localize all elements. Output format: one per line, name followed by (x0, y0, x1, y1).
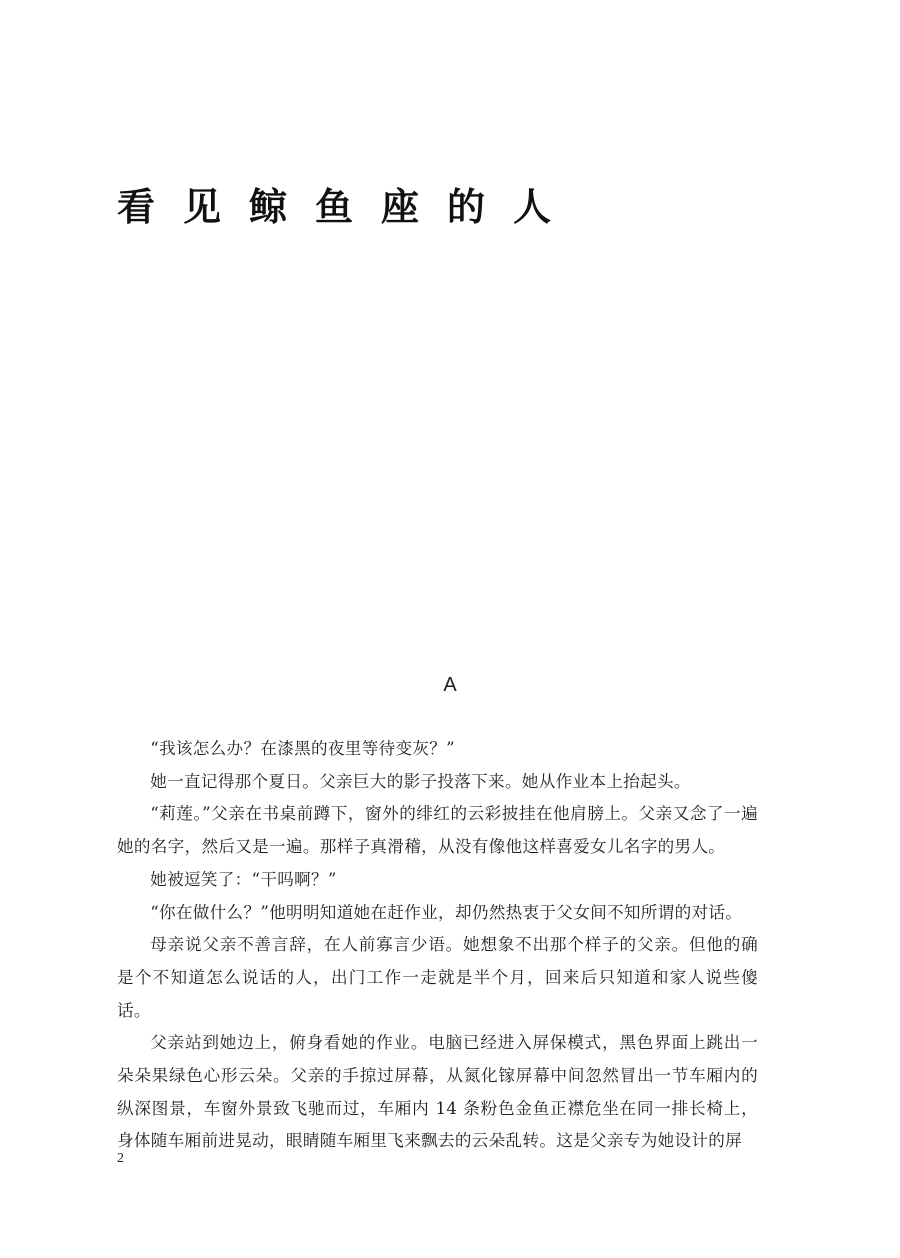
chapter-title: 看见鲸鱼座的人 (117, 185, 580, 229)
page-number: 2 (117, 1151, 124, 1166)
section-heading: A (443, 674, 457, 696)
paragraph: 她被逗笑了：“干吗啊？” (150, 869, 337, 889)
paragraph: “我该怎么办？在漆黑的夜里等待变灰？” (150, 739, 455, 758)
paragraph: 她一直记得那个夏日。父亲巨大的影子投落下来。她从作业本上抬起头。 (150, 771, 691, 791)
paragraph: “莉莲。”父亲在书桌前蹲下，窗外的绯红的云彩披挂在他肩膀上。父亲又念了一遍她的名字，然后又是一遍。那样子真滑稽，从没有像他这样喜爱女儿名字的男人。 (117, 804, 758, 857)
paragraph: 母亲说父亲不善言辞，在人前寡言少语。她想象不出那个样子的父亲。但他的确是个不知道怎么说话的人，出门工作一走就是半个月，回来后只知道和家人说些傻话。 (117, 935, 758, 1020)
paragraph: 父亲站到她边上，俯身看她的作业。电脑已经进入屏保模式，黑色界面上跳出一朵朵果绿色心形云朵。父亲的手掠过屏幕，从氮化镓屏幕中间忽然冒出一节车厢内的纵深图景，车窗外景致飞驰而过，车厢内 14 条粉色金鱼正襟危坐在同一排长椅上，身体随车厢前进晃动，眼睛随车厢里飞来飘去的云朵乱转。这是父亲专为她设计的屏 (117, 1033, 758, 1151)
paragraph: “你在做什么？”他明明知道她在赶作业，却仍然热衷于父女间不知所谓的对话。 (150, 902, 743, 922)
body-text (117, 733, 758, 1158)
